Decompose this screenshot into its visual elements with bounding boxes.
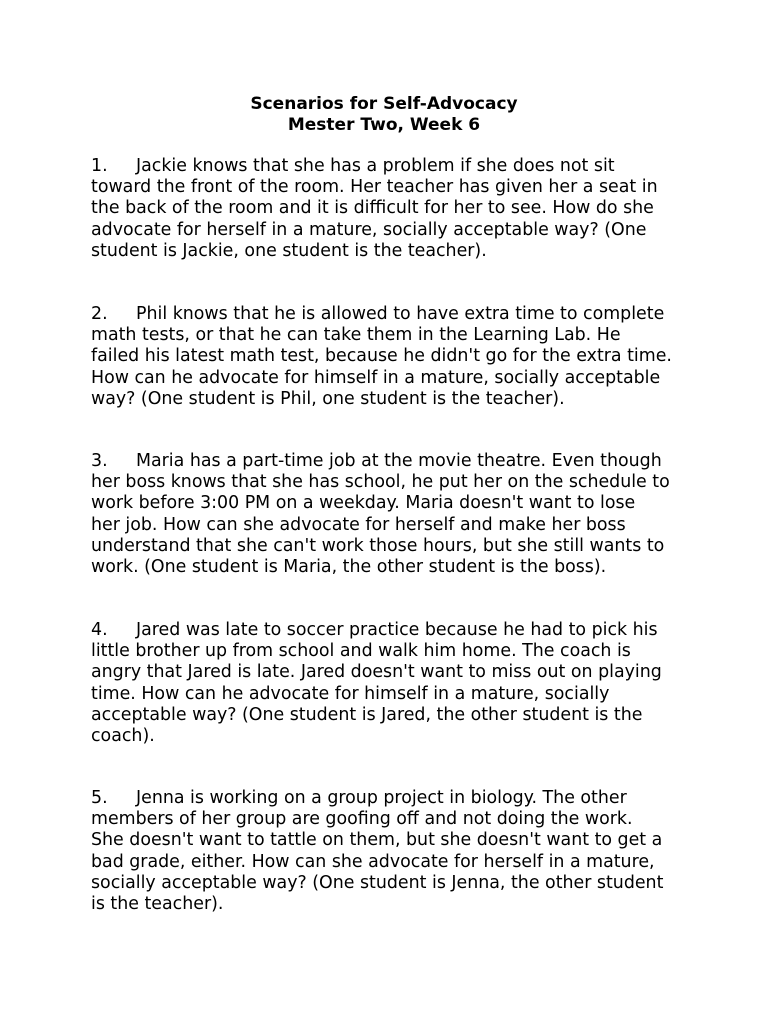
scenario-text: Maria has a part-time job at the movie theatre. Even though her boss knows that she has school, he put her on the schedule to work before 3:00 PM on a weekday. Maria doesn't want to lose her job. How can she advocate for herself and make her boss understand that she can't work those hours, but she still wants to work. (One student is Maria, the other student is the boss).	[91, 451, 670, 578]
scenario-number: 4.	[91, 620, 108, 640]
scenario-item	[91, 451, 691, 578]
scenario-number: 1.	[91, 156, 108, 176]
page-subtitle: Mester Two, Week 6	[287, 115, 481, 135]
scenario-text: Jackie knows that she has a problem if she does not sit toward the front of the room. Her teacher has given her a seat in the back of the room and it is difficult for her to see. How do she advocate for herself in a mature, socially acceptable way? (One student is Jackie, one student is the teacher).	[91, 156, 658, 261]
scenario-number: 3.	[91, 451, 108, 471]
page-title: Scenarios for Self-Advocacy	[250, 94, 518, 114]
scenario-item	[91, 788, 691, 915]
scenario-text: Jenna is working on a group project in biology. The other members of her group are goofing off and not doing the work. She doesn't want to tattle on them, but she doesn't want to get a bad grade, either. How can she advocate for herself in a mature, socially acceptable way? (One student is Jenna, the other student is the teacher).	[91, 788, 664, 915]
scenario-item	[91, 304, 691, 410]
scenario-text: Jared was late to soccer practice because he had to pick his little brother up from school and walk him home. The coach is angry that Jared is late. Jared doesn't want to miss out on playing time. How can he advocate for himself in a mature, socially acceptable way? (One student is Jared, the other student is the coach).	[91, 620, 662, 747]
scenario-item	[91, 620, 691, 747]
scenario-number: 5.	[91, 788, 108, 808]
scenario-number: 2.	[91, 304, 108, 324]
scenario-text: Phil knows that he is allowed to have extra time to complete math tests, or that he can take them in the Learning Lab. He failed his latest math test, because he didn't go for the extra time. How can he advocate for himself in a mature, socially acceptable way? (One student is Phil, one student is the teacher).	[91, 304, 672, 409]
scenario-item	[91, 156, 691, 262]
